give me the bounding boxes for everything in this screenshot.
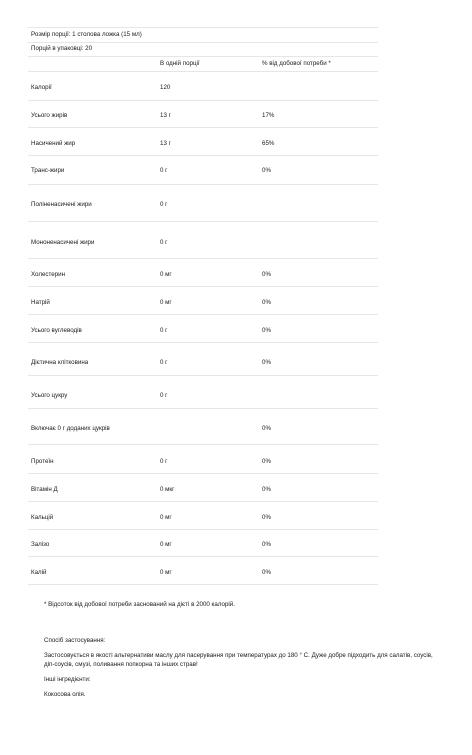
nutrient-name: Протеїн xyxy=(31,458,54,465)
ingredients-text: Кокосова олія. xyxy=(44,691,86,698)
usage-text: Застосовується в якості альтернативи маслу для пасерування при температурах до 180 ° С. Дуже добре підходить для салатів, соусів, діп-соусів, смузі, поливання попкорна та інших страв! xyxy=(44,652,433,668)
nutrient-amount: 0 мкг xyxy=(160,486,175,493)
nutrient-amount: 0 мг xyxy=(160,569,172,576)
nutrient-daily-value: 0% xyxy=(262,299,271,306)
nutrient-daily-value: 0% xyxy=(262,327,271,334)
nutrient-name: Мононенасичені жири xyxy=(31,239,95,246)
header-per-serving: В одній порції xyxy=(160,60,200,67)
nutrient-daily-value: 0% xyxy=(262,486,271,493)
nutrient-name: Поліненасичені жири xyxy=(31,201,92,208)
nutrient-amount: 0 г xyxy=(160,201,168,208)
divider xyxy=(28,584,378,585)
nutrient-amount: 0 мг xyxy=(160,514,172,521)
divider xyxy=(28,155,378,156)
nutrient-amount: 0 мг xyxy=(160,299,172,306)
footnote: * Відсоток від добової потреби заснований на дієті в 2000 калорій. xyxy=(44,601,235,608)
nutrient-amount: 0 г xyxy=(160,327,168,334)
nutrient-amount: 0 г xyxy=(160,167,168,174)
nutrient-name: Усього вуглеводів xyxy=(31,327,82,334)
nutrient-name: Натрій xyxy=(31,299,50,306)
nutrient-daily-value: 0% xyxy=(262,167,271,174)
divider xyxy=(28,529,378,530)
ingredients-heading: Інші інгредієнти: xyxy=(44,676,91,683)
nutrient-name: Калорії xyxy=(31,84,52,91)
nutrient-amount: 0 г xyxy=(160,359,168,366)
divider xyxy=(28,286,378,287)
divider xyxy=(28,314,378,315)
nutrient-name: Включає 0 г доданих цукрів xyxy=(31,425,110,432)
divider xyxy=(28,42,378,43)
nutrient-amount: 120 xyxy=(160,84,171,91)
nutrient-amount: 0 г xyxy=(160,239,168,246)
nutrient-name: Калій xyxy=(31,569,47,576)
nutrient-daily-value: 0% xyxy=(262,359,271,366)
divider xyxy=(28,221,378,222)
header-daily-value: % від добової потреби * xyxy=(262,60,331,67)
divider xyxy=(28,71,378,72)
nutrient-name: Холестерин xyxy=(31,271,66,278)
divider xyxy=(28,127,378,128)
divider xyxy=(28,408,378,409)
serving-size: Розмір порції: 1 столова ложка (15 мл) xyxy=(31,31,142,38)
nutrient-name: Вітамін Д xyxy=(31,486,58,493)
divider xyxy=(28,56,378,57)
usage-heading: Спосіб застосування: xyxy=(44,637,106,644)
nutrient-name: Насичений жир xyxy=(31,140,76,147)
nutrient-name: Дієтична клітковина xyxy=(31,359,89,366)
nutrient-amount: 13 г xyxy=(160,140,171,147)
nutrient-name: Залізо xyxy=(31,541,50,548)
nutrient-daily-value: 0% xyxy=(262,458,271,465)
nutrient-amount: 0 г xyxy=(160,458,168,465)
nutrient-amount: 0 мг xyxy=(160,541,172,548)
nutrient-daily-value: 0% xyxy=(262,569,271,576)
nutrient-daily-value: 0% xyxy=(262,425,271,432)
nutrient-name: Усього жирів xyxy=(31,112,68,119)
nutrient-name: Кальцій xyxy=(31,514,54,521)
divider xyxy=(28,556,378,557)
nutrient-daily-value: 0% xyxy=(262,541,271,548)
nutrient-name: Усього цукру xyxy=(31,392,68,399)
nutrient-amount: 0 мг xyxy=(160,271,172,278)
divider xyxy=(28,184,378,185)
divider xyxy=(28,100,378,101)
nutrient-name: Транс-жири xyxy=(31,167,65,174)
nutrient-daily-value: 65% xyxy=(262,140,275,147)
nutrient-amount: 0 г xyxy=(160,392,168,399)
nutrient-daily-value: 0% xyxy=(262,514,271,521)
nutrient-daily-value: 0% xyxy=(262,271,271,278)
nutrient-amount: 13 г xyxy=(160,112,171,119)
servings-per-pack: Порцій в упаковці: 20 xyxy=(31,45,93,52)
divider xyxy=(28,501,378,502)
divider xyxy=(28,342,378,343)
divider xyxy=(28,444,378,445)
divider xyxy=(28,375,378,376)
nutrient-daily-value: 17% xyxy=(262,112,275,119)
divider xyxy=(28,258,378,259)
divider xyxy=(28,473,378,474)
divider xyxy=(28,27,378,28)
